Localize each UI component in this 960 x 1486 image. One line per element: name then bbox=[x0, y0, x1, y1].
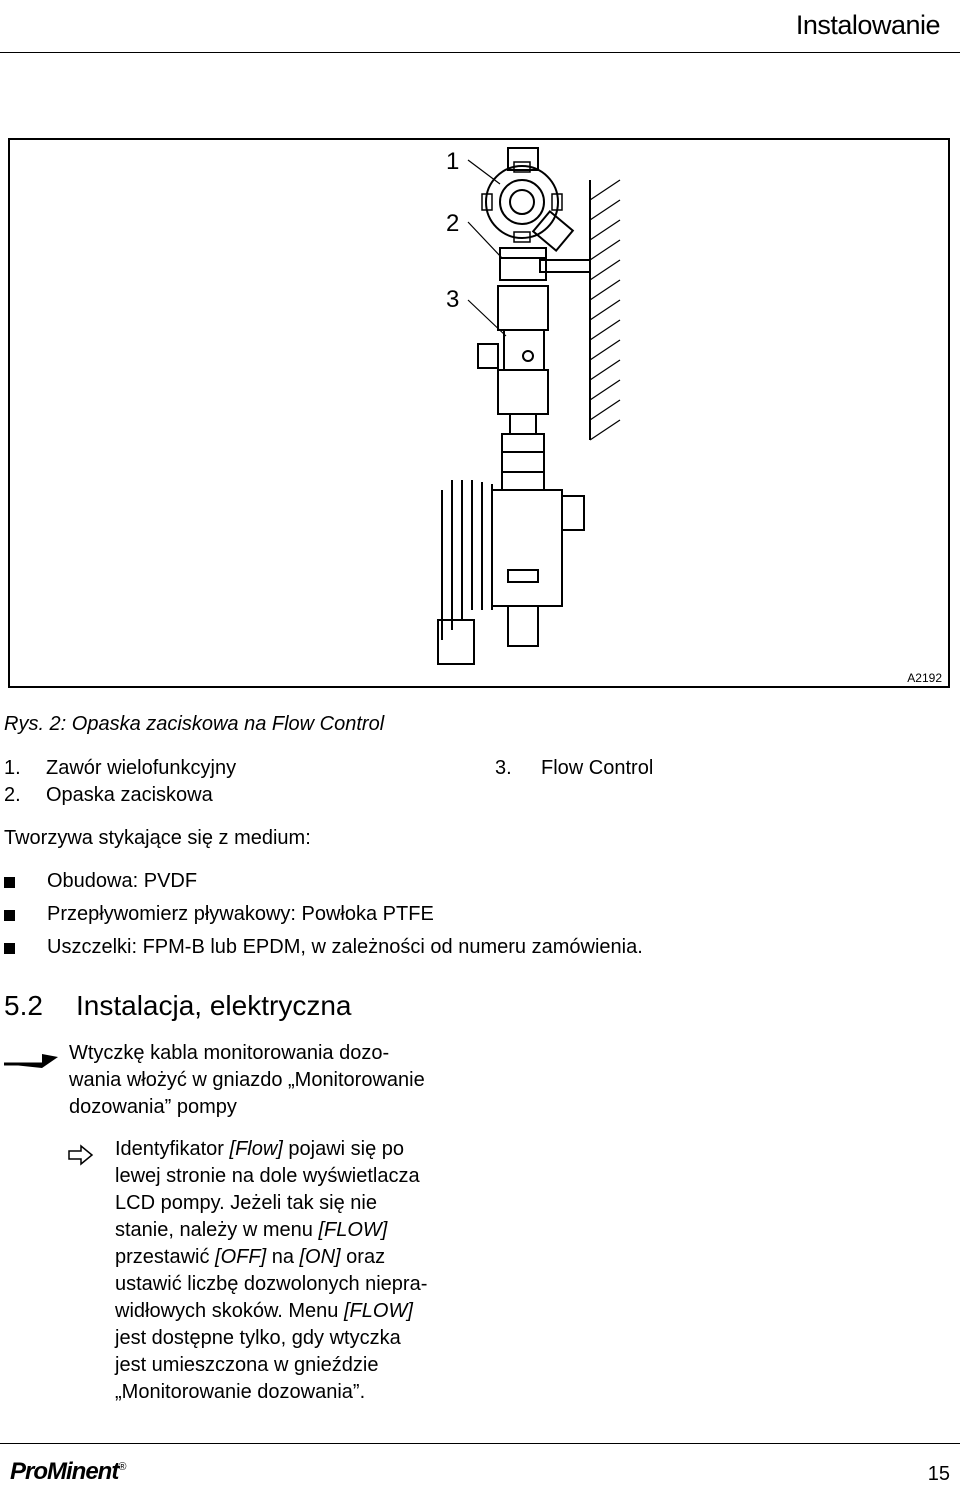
section-number: 5.2 bbox=[4, 990, 43, 1021]
result-text: Identyfikator [Flow] pojawi się po lewej stronie na dole wyświetlacza LCD pompy. Jeżeli tak się nie stanie, należy w menu [FLOW] przestawić [OFF] na [ON] oraz ustawić liczbę dozwolonych niepra- widłowych skoków. Menu [FLOW] jest dostępne tylko, gdy wtyczka jest umieszczona w gnieździe „Monitorowanie dozowania”. bbox=[115, 1138, 428, 1403]
multifunction-valve bbox=[486, 166, 558, 238]
callout-3-leader bbox=[468, 300, 506, 336]
result-arrow-icon bbox=[68, 1144, 94, 1166]
section-heading bbox=[4, 990, 351, 1022]
instruction-text: Wtyczkę kabla monitorowania dozo- wania włożyć w gniazdo „Monitorowanie dozowania” pompy bbox=[69, 1042, 425, 1118]
prominent-logo: ProMinent® bbox=[10, 1458, 126, 1485]
wall-hatching bbox=[590, 180, 620, 440]
material-item-3: Uszczelki: FPM-B lub EPDM, w zależności od numeru zamówienia. bbox=[47, 936, 643, 958]
wall-bracket bbox=[540, 260, 590, 272]
material-item-2: Przepływomierz pływakowy: Powłoka PTFE bbox=[47, 903, 434, 925]
bullet-icon bbox=[4, 943, 15, 954]
clamp-assembly-illustration bbox=[10, 140, 948, 686]
materials-intro: Tworzywa stykające się z medium: bbox=[4, 827, 311, 849]
pipe-connector bbox=[502, 434, 544, 490]
legend-num-2: 2. bbox=[4, 784, 21, 806]
legend-num-3: 3. bbox=[495, 757, 512, 779]
page-number: 15 bbox=[927, 1463, 950, 1485]
callout-1-leader bbox=[468, 160, 500, 184]
instruction-arrow-icon bbox=[2, 1044, 60, 1070]
legend-label-1: Zawór wielofunkcyjny bbox=[46, 757, 237, 779]
legend-label-3: Flow Control bbox=[541, 757, 654, 779]
bullet-icon bbox=[4, 877, 15, 888]
outlet-fitting bbox=[508, 606, 538, 646]
pump-knob bbox=[562, 496, 584, 530]
material-item-1: Obudowa: PVDF bbox=[47, 870, 198, 892]
callout-1: 1 bbox=[446, 148, 460, 175]
flow-control-upper bbox=[498, 286, 548, 330]
bullet-icon bbox=[4, 910, 15, 921]
callout-3: 3 bbox=[446, 286, 460, 313]
footer-rule bbox=[0, 1443, 960, 1444]
flow-control-knob bbox=[478, 344, 498, 368]
figure-frame bbox=[8, 138, 950, 688]
legend-label-2: Opaska zaciskowa bbox=[46, 784, 213, 806]
legend-num-1: 1. bbox=[4, 757, 21, 779]
figure-caption: Rys. 2: Opaska zaciskowa na Flow Control bbox=[4, 713, 385, 735]
figure-code: A2192 bbox=[907, 671, 942, 685]
header-rule bbox=[0, 52, 960, 53]
page-header-title: Instalowanie bbox=[795, 10, 940, 40]
flow-control-window bbox=[504, 330, 544, 370]
pump-motor-fins bbox=[442, 480, 492, 640]
callout-2: 2 bbox=[446, 210, 460, 237]
pump-base bbox=[438, 620, 474, 664]
flow-control-lower bbox=[498, 370, 548, 414]
pump-head bbox=[492, 490, 562, 606]
section-title: Instalacja, elektryczna bbox=[76, 990, 352, 1021]
